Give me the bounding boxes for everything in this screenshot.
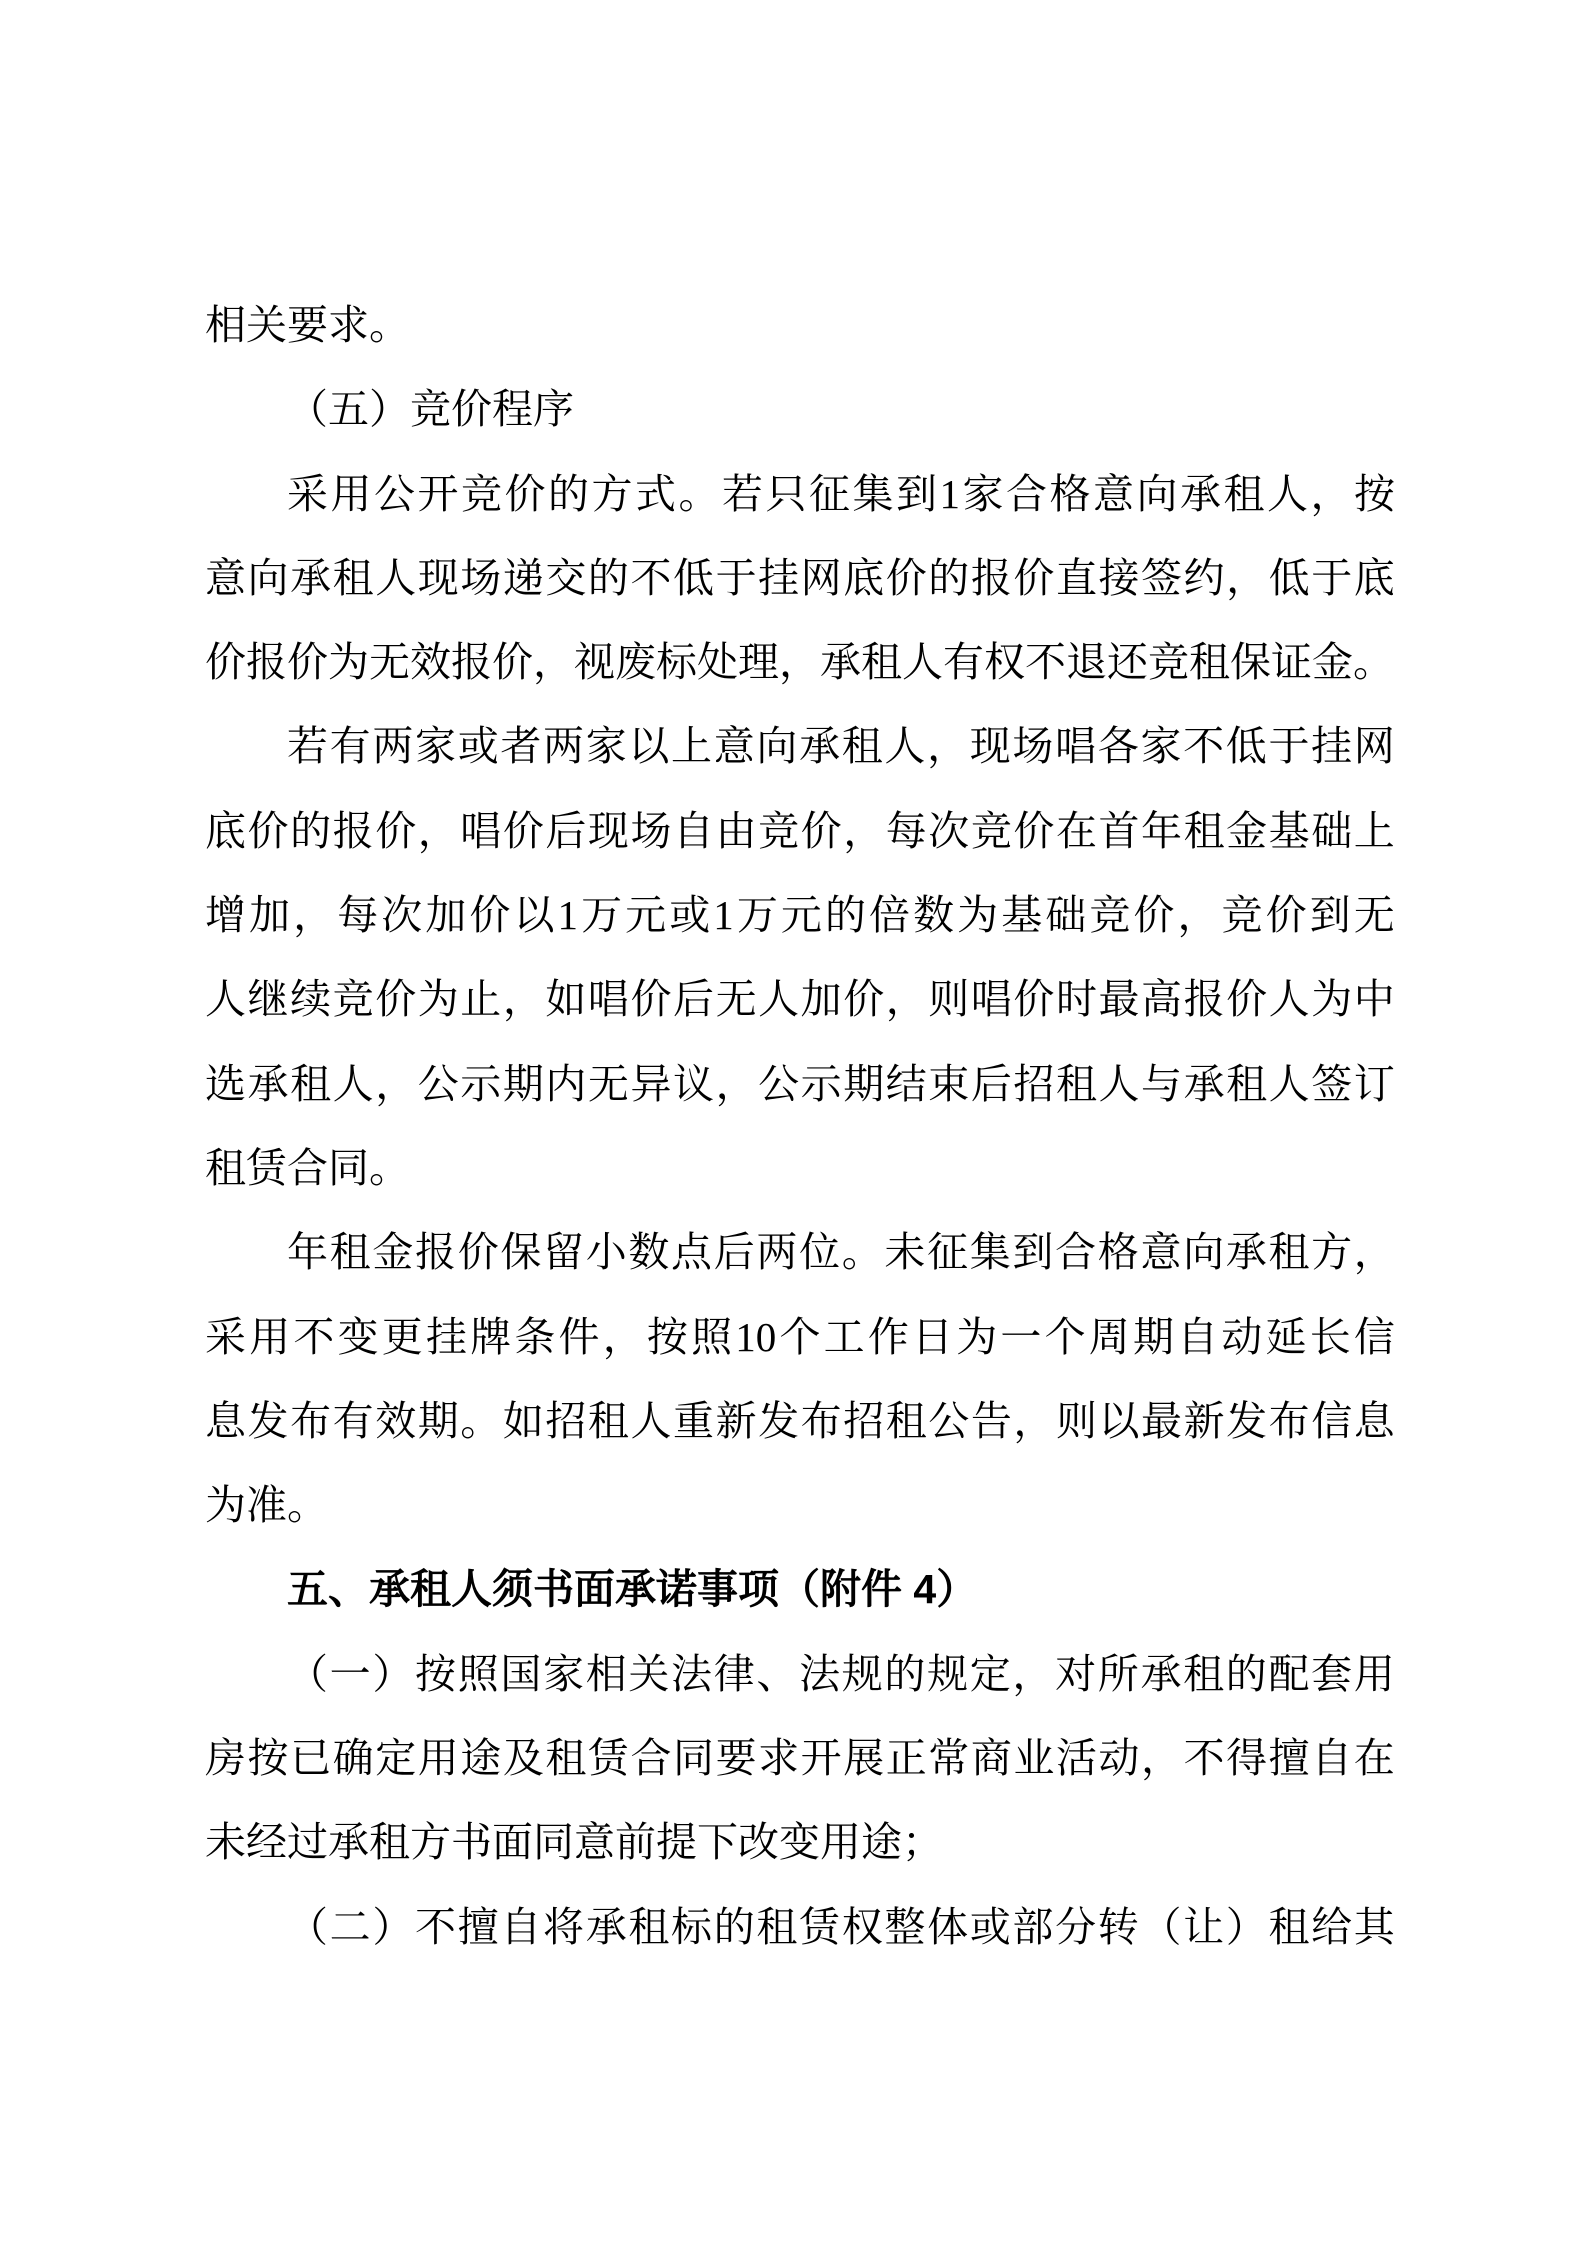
text-line: 未经过承租方书面同意前提下改变用途；	[205, 1819, 943, 1866]
text-line: 相关要求。	[205, 302, 410, 348]
text-line: （ 一 ） 按 照 国 家 相 关 法 律 、 法 规 的 规 定 ， 对 所 承 租 的 配 套 用	[287, 1650, 1395, 1697]
text-line: （五）竞价程序	[287, 386, 574, 433]
text-line: 采 用 公 开 竞 价 的 方 式 。 若 只 征 集 到 1 家 合 格 意 向 承 租 人 ， 按	[287, 470, 1395, 517]
text-line: 为准。	[205, 1482, 328, 1529]
text-line: 若 有 两 家 或 者 两 家 以 上 意 向 承 租 人 ， 现 场 唱 各 家 不 低 于 挂 网	[287, 723, 1395, 770]
text-line: 选 承 租 人 ， 公 示 期 内 无 异 议 ， 公 示 期 结 束 后 招 租 人 与 承 租 人 签 订	[205, 1060, 1395, 1107]
text-line: 底 价 的 报 价 ， 唱 价 后 现 场 自 由 竞 价 ， 每 次 竞 价 在 首 年 租 金 基 础 上	[205, 807, 1395, 854]
text-line: 息 发 布 有 效 期 。 如 招 租 人 重 新 发 布 招 租 公 告 ， 则 以 最 新 发 布 信 息	[205, 1397, 1395, 1444]
text-line: 人 继 续 竞 价 为 止 ， 如 唱 价 后 无 人 加 价 ， 则 唱 价 时 最 高 报 价 人 为 中	[205, 976, 1395, 1023]
text-line: 房 按 已 确 定 用 途 及 租 赁 合 同 要 求 开 展 正 常 商 业 活 动 ， 不 得 擅 自 在	[205, 1735, 1395, 1782]
text-line: 年 租 金 报 价 保 留 小 数 点 后 两 位 。 未 征 集 到 合 格 意 向 承 租 方 ，	[287, 1229, 1395, 1276]
text-line: 价报价为无效报价，视废标处理，承租人有权不退还竞租保证金。	[205, 639, 1394, 686]
text-line: （ 二 ） 不 擅 自 将 承 租 标 的 租 赁 权 整 体 或 部 分 转 （ 让 ） 租 给 其	[287, 1903, 1395, 1950]
text-line: 租赁合同。	[205, 1144, 410, 1191]
text-line: 意 向 承 租 人 现 场 递 交 的 不 低 于 挂 网 底 价 的 报 价 直 接 签 约 ， 低 于 底	[205, 554, 1395, 601]
text-line: 采 用 不 变 更 挂 牌 条 件 ， 按 照 10 个 工 作 日 为 一 个 周 期 自 动 延 长 信	[205, 1313, 1395, 1360]
heading-line: 五、承租人须书面承诺事项（附件 4）	[287, 1566, 978, 1613]
document-body	[205, 283, 1395, 1969]
text-line: 增 加 ， 每 次 加 价 以 1 万 元 或 1 万 元 的 倍 数 为 基 础 竞 价 ， 竞 价 到 无	[205, 892, 1395, 939]
